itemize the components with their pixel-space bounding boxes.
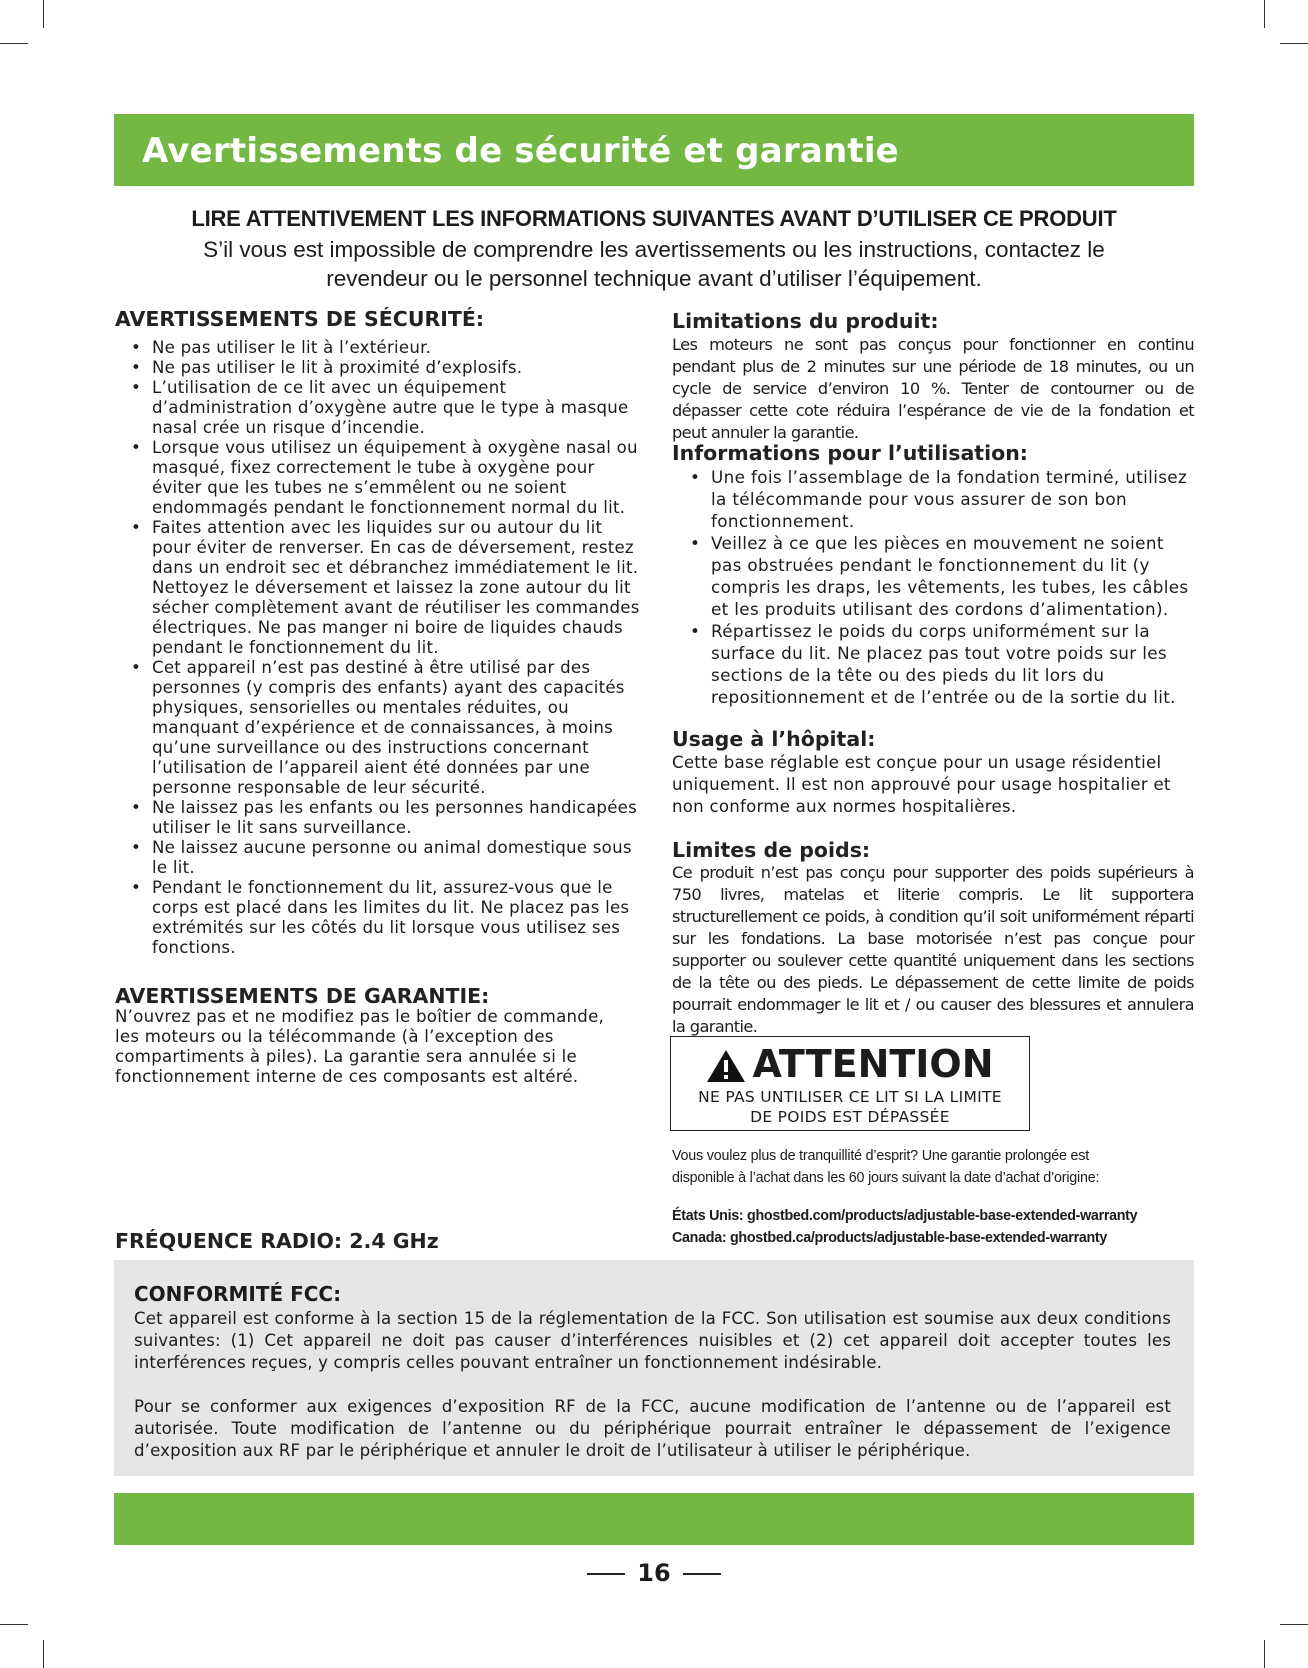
warranty-links bbox=[672, 1205, 1137, 1249]
page-title: Avertissements de sécurité et garantie bbox=[142, 131, 899, 171]
attention-title-row bbox=[671, 1043, 1029, 1085]
safety-heading: AVERTISSEMENTS DE SÉCURITÉ: bbox=[115, 307, 485, 331]
title-banner bbox=[114, 114, 1194, 186]
list-item: • Pendant le fonctionnement du lit, assurez-vous que le corps est placé dans les limites du lit. Ne placez pas les extrémités sur les côtés du lit lorsque vous utilisez ses fonctions. bbox=[116, 878, 641, 958]
attention-line2: DE POIDS EST DÉPASSÉE bbox=[750, 1108, 950, 1126]
limitations-heading: Limitations du produit: bbox=[672, 309, 939, 333]
hospital-text: Cette base réglable est conçue pour un usage résidentiel uniquement. Il est non approuvé pour usage hospitalier et non conforme aux normes hospitalières. bbox=[672, 753, 1171, 816]
dash-right bbox=[683, 1573, 721, 1575]
safety-list bbox=[116, 338, 641, 958]
fcc-panel bbox=[114, 1260, 1194, 1476]
crop-mark bbox=[43, 1640, 44, 1668]
dash-left bbox=[587, 1573, 625, 1575]
list-item: • Lorsque vous utilisez un équipement à oxygène nasal ou masqué, fixez correctement le tube à oxygène pour éviter que les tubes ne s’emmêlent ou ne soient endommagés pendant le fonctionnement normal du lit. bbox=[116, 438, 641, 518]
crop-mark bbox=[43, 0, 44, 28]
list-item: • Ne laissez pas les enfants ou les personnes handicapées utiliser le lit sans surveillance. bbox=[116, 798, 641, 838]
usage-list bbox=[675, 466, 1200, 708]
hospital-heading: Usage à l’hôpital: bbox=[672, 727, 876, 751]
intro bbox=[114, 206, 1194, 293]
list-item: • Cet appareil n’est pas destiné à être utilisé par des personnes (y compris des enfants) ayant des capacités physiques, sensorielles ou mentales réduites, ou manquant d’expérience et de connaissances, à moins qu’une surveillance ou des instructions concernant l’utilisation de l’appareil aient été données par une personne responsable de leur sécurité. bbox=[116, 658, 641, 798]
fcc-paragraph-2: Pour se conformer aux exigences d’exposition RF de la FCC, aucune modification de l’antenne ou de l’appareil est autorisée. Toute modification de l’antenne ou du périphérique pourrait entraîner le dépassement de l’exigence d’exposition aux RF par le périphérique et annuler le droit de l’utilisateur à utiliser le périphérique. bbox=[134, 1397, 1171, 1460]
page-number-value: 16 bbox=[637, 1559, 671, 1587]
crop-mark bbox=[1264, 0, 1265, 28]
list-item: • Faites attention avec les liquides sur ou autour du lit pour éviter de renverser. En cas de déversement, restez dans un endroit sec et débranchez immédiatement le lit. Nettoyez le déversement et laissez la zone autour du lit sécher complètement avant de réutiliser les commandes électriques. Ne pas manger ni boire de liquides chauds pendant le fonctionnement du lit. bbox=[116, 518, 641, 658]
weight-heading: Limites de poids: bbox=[672, 838, 871, 862]
limitations-text: Les moteurs ne sont pas conçus pour fonctionner en continu pendant plus de 2 minutes sur une période de 18 minutes, ou un cycle de service d’environ 10 %. Tenter de contourner ou de dépasser cette cote réduira l’espérance de vie de la fondation et peut annuler la garantie. bbox=[672, 335, 1194, 442]
attention-line1: NE PAS UNTILISER CE LIT SI LA LIMITE bbox=[698, 1088, 1002, 1106]
crop-mark bbox=[0, 1624, 28, 1625]
page-number bbox=[0, 1559, 1308, 1587]
attention-title: ATTENTION bbox=[752, 1042, 994, 1086]
intro-sub: S’il vous est impossible de comprendre les avertissements ou les instructions, contactez le revendeur ou le personnel technique avant d’utiliser l’équipement. bbox=[203, 237, 1105, 291]
fcc-paragraph-1: Cet appareil est conforme à la section 15 de la réglementation de la FCC. Son utilisation est soumise aux deux conditions suivantes: (1) Cet appareil ne doit pas causer d’interférences nuisibles et (2) cet appareil doit accepter toutes les interférences reçues, y compris celles pouvant entraîner un fonctionnement indésirable. bbox=[134, 1309, 1171, 1372]
crop-mark bbox=[1280, 1624, 1308, 1625]
warranty-text: N’ouvrez pas et ne modifiez pas le boîtier de commande, les moteurs ou la télécommande (à l’exception des compartiments à piles). La garantie sera annulée si le fonctionnement interne de ces composants est altéré. bbox=[115, 1007, 605, 1086]
list-item: • Une fois l’assemblage de la fondation terminé, utilisez la télécommande pour vous assurer de son bon fonctionnement. bbox=[675, 466, 1200, 532]
crop-mark bbox=[1264, 1640, 1265, 1668]
crop-mark bbox=[0, 43, 28, 44]
list-item: • Ne pas utiliser le lit à l’extérieur. bbox=[116, 338, 641, 358]
warning-triangle-icon bbox=[706, 1049, 746, 1083]
footer-bar bbox=[114, 1493, 1194, 1545]
list-item: • Ne pas utiliser le lit à proximité d’explosifs. bbox=[116, 358, 641, 378]
weight-text: Ce produit n’est pas conçu pour supporter des poids supérieurs à 750 livres, matelas et literie compris. Le lit supportera structurellement ce poids, à condition qu’il soit uniformément réparti sur les fondations. La base motorisée n’est pas conçue pour supporter ou soulever cette quantité uniquement dans les sections de la tête ou des pieds. Le dépassement de cette limite de poids pourrait endommager le lit et / ou causer des blessures et annulera la garantie. bbox=[672, 863, 1194, 1036]
extended-warranty-note: Vous voulez plus de tranquillité d’esprit? Une garantie prolongée est disponible à l’achat dans les 60 jours suivant la date d’achat d’origine: bbox=[672, 1148, 1100, 1186]
intro-caps: LIRE ATTENTIVEMENT LES INFORMATIONS SUIVANTES AVANT D’UTILISER CE PRODUIT bbox=[191, 206, 1117, 231]
fcc-heading: CONFORMITÉ FCC: bbox=[134, 1282, 342, 1306]
link-canada[interactable]: Canada: ghostbed.ca/products/adjustable-base-extended-warranty bbox=[672, 1230, 1108, 1246]
list-item: • L’utilisation de ce lit avec un équipement d’administration d’oxygène autre que le type à masque nasal crée un risque d’incendie. bbox=[116, 378, 641, 438]
warranty-heading: AVERTISSEMENTS DE GARANTIE: bbox=[115, 984, 490, 1008]
usage-heading: Informations pour l’utilisation: bbox=[672, 441, 1028, 465]
crop-mark bbox=[1280, 43, 1308, 44]
attention-box bbox=[670, 1036, 1030, 1131]
list-item: • Répartissez le poids du corps uniformément sur la surface du lit. Ne placez pas tout votre poids sur les sections de la tête ou des pieds du lit lors du repositionnement et de l’entrée ou de la sortie du lit. bbox=[675, 620, 1200, 708]
radio-frequency: FRÉQUENCE RADIO: 2.4 GHz bbox=[115, 1229, 439, 1253]
list-item: • Veillez à ce que les pièces en mouvement ne soient pas obstruées pendant le fonctionnement du lit (y compris les draps, les vêtements, les tubes, les câbles et les produits utilisant des cordons d’alimentation). bbox=[675, 532, 1200, 620]
link-us[interactable]: États Unis: ghostbed.com/products/adjustable-base-extended-warranty bbox=[672, 1208, 1138, 1224]
list-item: • Ne laissez aucune personne ou animal domestique sous le lit. bbox=[116, 838, 641, 878]
